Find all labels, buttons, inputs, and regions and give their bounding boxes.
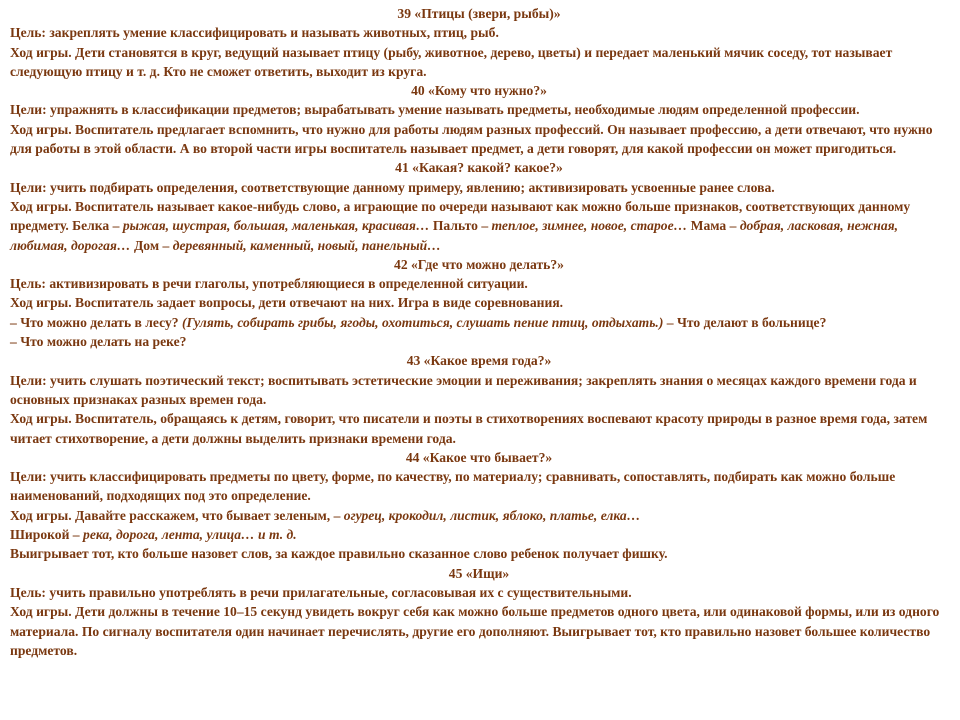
game-41-examples-1: рыжая, шустрая, большая, маленькая, красивая… <box>122 218 430 234</box>
game-42-question-1 <box>10 313 948 332</box>
game-42-description: Ход игры. Воспитатель задает вопросы, дети отвечают на них. Игра в виде соревнования. <box>10 295 564 311</box>
game-41-description <box>10 197 948 255</box>
game-39-title: 39 «Птицы (звери, рыбы)» <box>397 6 561 21</box>
game-42-title: 42 «Где что можно делать?» <box>394 256 564 272</box>
game-43-goal: Цели: учить слушать поэтический текст; воспитывать эстетические эмоции и переживания; закреплять знания о месяцах каждого времени года и основных признаках разных времен года. <box>10 372 917 407</box>
game-44-line-2 <box>10 525 948 544</box>
game-41-text-3: Мама – <box>690 218 737 234</box>
game-42-q2: – Что делают в больнице? <box>666 314 827 330</box>
game-39-description: Ход игры. Дети становятся в круг, ведущий называет птицу (рыбу, животное, дерево, цветы) и передает маленький мячик соседу, тот называет следующую птицу и т. д. Кто не сможет ответить, выходит из круга. <box>10 44 893 79</box>
game-45-title: 45 «Ищи» <box>448 565 510 581</box>
game-42-q1: – Что можно делать в лесу? <box>10 314 179 330</box>
game-41-examples-4: деревянный, каменный, новый, панельный… <box>172 237 441 253</box>
game-40-title: 40 «Кому что нужно?» <box>411 83 547 99</box>
game-41-examples-3: добрая, ласковая, нежная, любимая, дорогая… <box>10 218 899 253</box>
game-44-title: 44 «Какое что бывает?» <box>405 449 553 465</box>
game-44-examples-2: река, дорога, лента, улица… и т. д. <box>83 527 297 543</box>
game-41-title: 41 «Какая? какой? какое?» <box>395 160 563 176</box>
game-41-text-1: Ход игры. Воспитатель называет какое-нибудь слово, а играющие по очереди называют как можно больше признаков, соответствующих данному предмету. Белка – <box>10 198 911 234</box>
game-41-examples-2: теплое, зимнее, новое, старое… <box>491 218 688 234</box>
game-44-text-2: Широкой – <box>10 527 80 543</box>
game-42-answers: (Гулять, собирать грибы, ягоды, охотиться, слушать пение птиц, отдыхать.) <box>181 314 664 330</box>
game-39-goal: Цель: закреплять умение классифицировать и называть животных, птиц, рыб. <box>10 25 499 41</box>
game-44-winner: Выигрывает тот, кто больше назовет слов, за каждое правильно сказанное слово ребенок получает фишку. <box>10 546 668 562</box>
game-43-description: Ход игры. Воспитатель, обращаясь к детям, говорит, что писатели и поэты в стихотворениях воспевают красоту природы в разное время года, затем читает стихотворение, а дети должны выделить признаки времени года. <box>10 411 928 446</box>
game-44-text-1: Ход игры. Давайте расскажем, что бывает зеленым, – <box>10 507 341 523</box>
game-43-title: 43 «Какое время года?» <box>406 353 552 369</box>
game-45-goal: Цель: учить правильно употреблять в речи прилагательные, согласовывая их с существительными. <box>10 584 632 600</box>
game-40-goal: Цели: упражнять в классификации предметов; вырабатывать умение называть предметы, необходимые людям определенной профессии. <box>10 102 860 118</box>
game-42-goal: Цель: активизировать в речи глаголы, употребляющиеся в определенной ситуации. <box>10 276 528 292</box>
game-40-description: Ход игры. Воспитатель предлагает вспомнить, что нужно для работы людям разных профессий. Он называет профессию, а дети отвечают, что нужно для работы в этой области. А во второй части игры воспитатель называет предмет, а дети говорят, для какой профессии он может пригодиться. <box>10 121 933 157</box>
game-44-description <box>10 506 948 525</box>
game-42-question-3: – Что можно делать на реке? <box>10 334 187 350</box>
game-41-goal: Цели: учить подбирать определения, соответствующие данному примеру, явлению; активизировать усвоенные ранее слова. <box>10 179 775 195</box>
game-44-goal: Цели: учить классифицировать предметы по цвету, форме, по качеству, по материалу; сравнивать, сопоставлять, подбирать как можно больше наименований, подходящих под это определение. <box>10 469 896 504</box>
game-45-description: Ход игры. Дети должны в течение 10–15 секунд увидеть вокруг себя как можно больше предметов одного цвета, или одинаковой формы, или из одного материала. По сигналу воспитателя один начинает перечислять, другие его дополняют. Выигрывает тот, кто правильно назовет большее количество предметов. <box>10 604 940 658</box>
game-41-text-4: Дом – <box>133 237 170 253</box>
game-44-examples-1: огурец, крокодил, листик, яблоко, платье, елка… <box>343 507 641 523</box>
game-41-text-2: Пальто – <box>432 218 489 234</box>
